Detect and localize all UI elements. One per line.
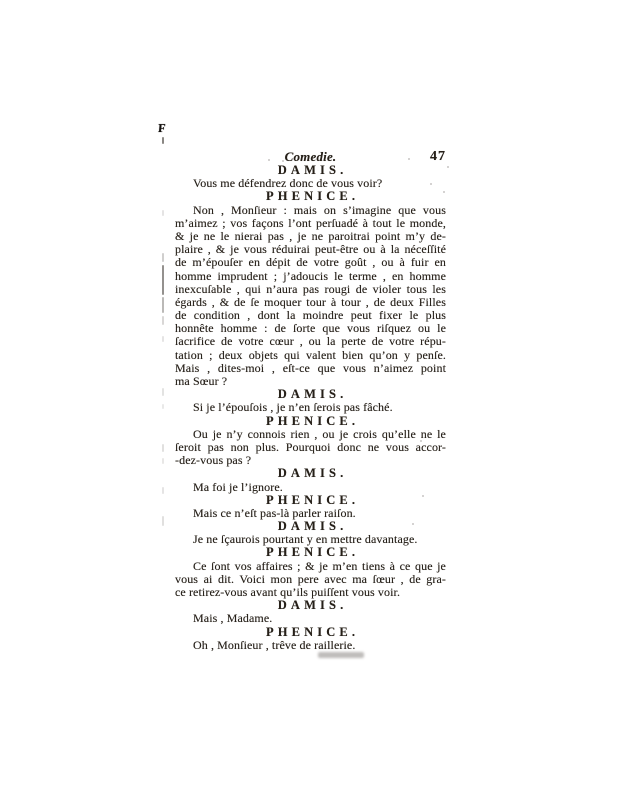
speaker-heading: DAMIS. — [277, 519, 348, 534]
dialogue-line: Non , Monſieur : mais on s’imagine que vous — [193, 202, 446, 217]
scan-speck — [420, 440, 422, 442]
speaker-heading: PHENICE. — [266, 492, 360, 507]
dialogue-text — [175, 164, 446, 652]
scan-speck — [443, 191, 445, 193]
dialogue-line: ce retirez-vous avant qu’ils puiſſent vous voir. — [175, 585, 401, 599]
gutter-shadow-dash — [162, 210, 164, 216]
dialogue-line: ma Sœur ? — [175, 374, 228, 388]
gutter-shadow-dash — [162, 458, 164, 464]
gutter-shadow-dash — [162, 316, 164, 325]
speaker-heading: DAMIS. — [277, 598, 348, 613]
gutter-shadow-dash — [162, 137, 164, 144]
dialogue-line: Ou je n’y connois rien , ou je crois qu’elle ne le — [193, 426, 446, 441]
dialogue-line: tation ; deux objets qui valent bien qu’on y penſe. — [175, 347, 446, 362]
gutter-shadow-dash — [162, 516, 164, 526]
catchword-smudge — [318, 652, 364, 658]
scan-speck — [268, 159, 270, 161]
dialogue-line: Mais ce n’eſt pas-là parler raiſon. — [193, 505, 356, 520]
gutter-shadow-dash — [162, 265, 164, 295]
gutter-shadow-dash — [162, 253, 164, 262]
speaker-heading: PHENICE. — [266, 413, 360, 428]
page-number: 47 — [430, 149, 446, 164]
gutter-shadow-dash — [162, 297, 164, 313]
dialogue-line: -dez-vous pas ? — [175, 453, 252, 468]
text-block — [175, 149, 446, 652]
gutter-shadow-dash — [162, 388, 164, 396]
dialogue-line: ſacrifice de votre cœur , ou la perte de votre répu- — [175, 334, 446, 349]
dialogue-line: Je ne ſçaurois pourtant y en mettre davantage. — [193, 532, 418, 547]
dialogue-line: Oh , Monſieur , trêve de raillerie. — [193, 637, 356, 652]
dialogue-line: & je ne le nierai pas , je ne paroitrai point m’y de- — [175, 228, 446, 243]
ink-blot-mark: F — [157, 121, 167, 135]
dialogue-line: Mais , Madame. — [193, 611, 273, 626]
dialogue-line: Ce ſont vos affaires ; & je m’en tiens à ce que je — [193, 558, 446, 573]
dialogue-line: Ma foi je l’ignore. — [193, 479, 283, 494]
scan-speck — [282, 160, 284, 162]
dialogue-line: de m’épouſer en dépit de votre goût , ou à fuir en — [175, 255, 446, 270]
dialogue-line: ſeroit pas non plus. Pourquoi donc ne vous accor- — [175, 439, 446, 454]
dialogue-line: Si je l’épouſois , je n’en ſerois pas fâché. — [193, 400, 393, 415]
scan-speck — [430, 183, 432, 185]
gutter-shadow-dash — [162, 487, 164, 494]
dialogue-line: homme imprudent ; j’adoucis le terme , en homme — [175, 268, 446, 283]
dialogue-line: m’aimez ; vos façons l’ont perſuadé à tout le monde, — [175, 215, 446, 230]
dialogue-line: égards , & de ſe moquer tour à tour , de deux Filles — [175, 294, 446, 309]
dialogue-line: inexcuſable , qui n’aura pas rougi de violer tous les — [175, 281, 446, 296]
page-header — [175, 149, 446, 164]
scan-speck — [447, 166, 449, 168]
speaker-heading: DAMIS. — [277, 387, 348, 402]
dialogue-line: Mais , dites-moi , eſt-ce que vous n’aimez point — [175, 360, 446, 375]
speaker-heading: PHENICE. — [266, 545, 360, 560]
dialogue-line: vous ai dit. Voici mon pere avec ma ſœur , de gra- — [175, 571, 446, 586]
scan-speck — [412, 523, 414, 525]
dialogue-line: honnête homme : de ſorte que vous riſquez ou le — [175, 321, 446, 336]
dialogue-line: plaire , & je vous réduirai peut-être ou à la néceſſité — [175, 242, 446, 257]
scan-speck — [408, 158, 410, 160]
speaker-heading: PHENICE. — [266, 624, 360, 639]
dialogue-line: Vous me défendrez donc de vous voir? — [193, 176, 383, 191]
scan-speck — [422, 495, 424, 497]
gutter-shadow-dash — [162, 404, 164, 409]
dialogue-line: de condition , dont la moindre peut fixer le plus — [175, 308, 446, 323]
gutter-shadow-dash — [162, 336, 164, 342]
speaker-heading: PHENICE. — [266, 189, 360, 204]
speaker-heading: DAMIS. — [277, 163, 348, 177]
speaker-heading: DAMIS. — [277, 466, 348, 481]
gutter-shadow-dash — [162, 444, 164, 452]
running-title: Comedie. — [284, 149, 337, 164]
